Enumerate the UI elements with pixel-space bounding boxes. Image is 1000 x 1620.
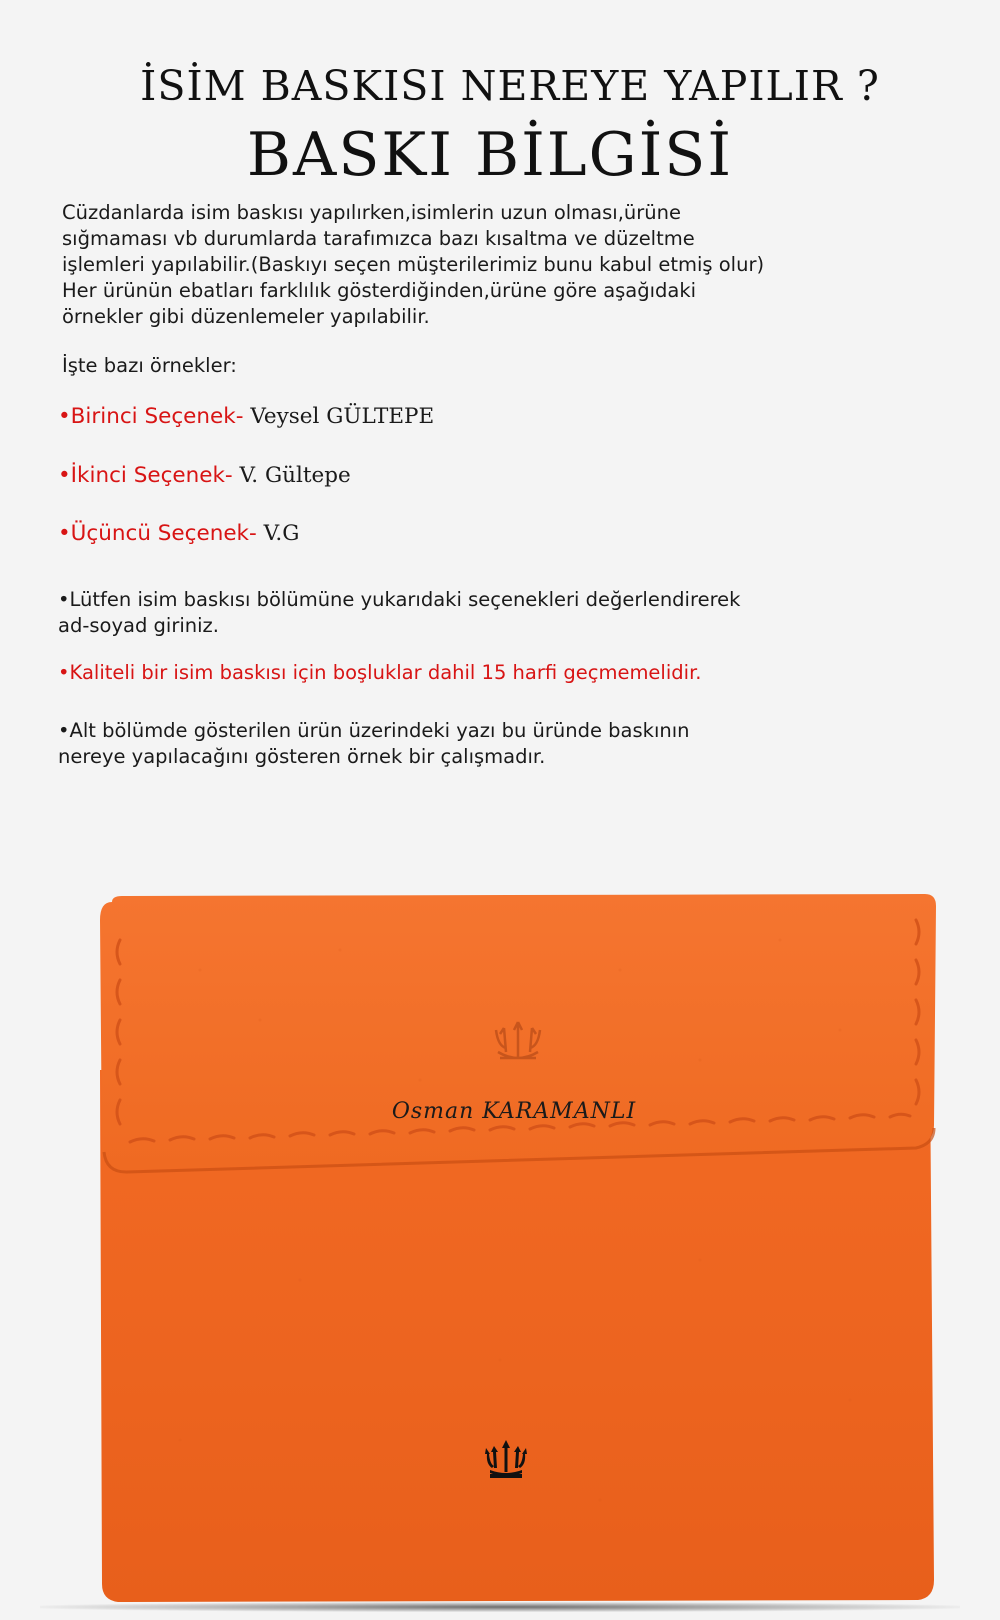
option-label: •Birinci Seçenek- bbox=[58, 404, 244, 429]
option-value: V. Gültepe bbox=[239, 463, 351, 488]
note-line: •Kaliteli bir isim baskısı için boşluklar dahil 15 harfi geçmemelidir. bbox=[58, 661, 702, 684]
intro-line: Her ürünün ebatları farklılık gösterdiğinden,ürüne göre aşağıdaki bbox=[62, 279, 697, 302]
intro-line: Cüzdanlarda isim baskısı yapılırken,isimlerin uzun olması,ürüne bbox=[62, 201, 681, 224]
note-sample bbox=[58, 718, 958, 770]
examples-heading: İşte bazı örnekler: bbox=[62, 354, 237, 377]
note-limit bbox=[58, 660, 958, 686]
option-value: Veysel GÜLTEPE bbox=[250, 404, 435, 429]
intro-line: örnekler gibi düzenlemeler yapılabilir. bbox=[62, 305, 430, 328]
option-first bbox=[58, 404, 434, 429]
intro-line: işlemleri yapılabilir.(Baskıyı seçen müşterilerimiz bunu kabul etmiş olur) bbox=[62, 253, 765, 276]
page-subtitle: BASKI BİLGİSİ bbox=[246, 120, 734, 190]
note-line: •Lütfen isim baskısı bölümüne yukarıdaki seçenekleri değerlendirerek bbox=[58, 588, 741, 611]
option-label: •İkinci Seçenek- bbox=[58, 463, 233, 488]
option-value: V.G bbox=[263, 521, 300, 546]
option-third bbox=[58, 521, 299, 546]
wallet-image bbox=[0, 880, 1000, 1440]
note-line: nereye yapılacağını gösteren örnek bir çalışmadır. bbox=[58, 745, 546, 768]
note-fill-in bbox=[58, 587, 958, 639]
option-second bbox=[58, 463, 351, 488]
note-line: •Alt bölümde gösterilen ürün üzerindeki yazı bu üründe baskının bbox=[58, 719, 690, 742]
note-line: ad-soyad giriniz. bbox=[58, 614, 219, 637]
option-label: •Üçüncü Seçenek- bbox=[58, 521, 257, 546]
page-title: İSİM BASKISI NEREYE YAPILIR ? bbox=[140, 62, 880, 110]
intro-line: sığmaması vb durumlarda tarafımızca bazı kısaltma ve düzeltme bbox=[62, 227, 695, 250]
wallet-engraving: Osman KARAMANLI bbox=[391, 1099, 637, 1124]
intro-text bbox=[62, 200, 942, 330]
trident-crown-icon bbox=[484, 1438, 528, 1482]
wallet-shadow bbox=[40, 1602, 960, 1612]
